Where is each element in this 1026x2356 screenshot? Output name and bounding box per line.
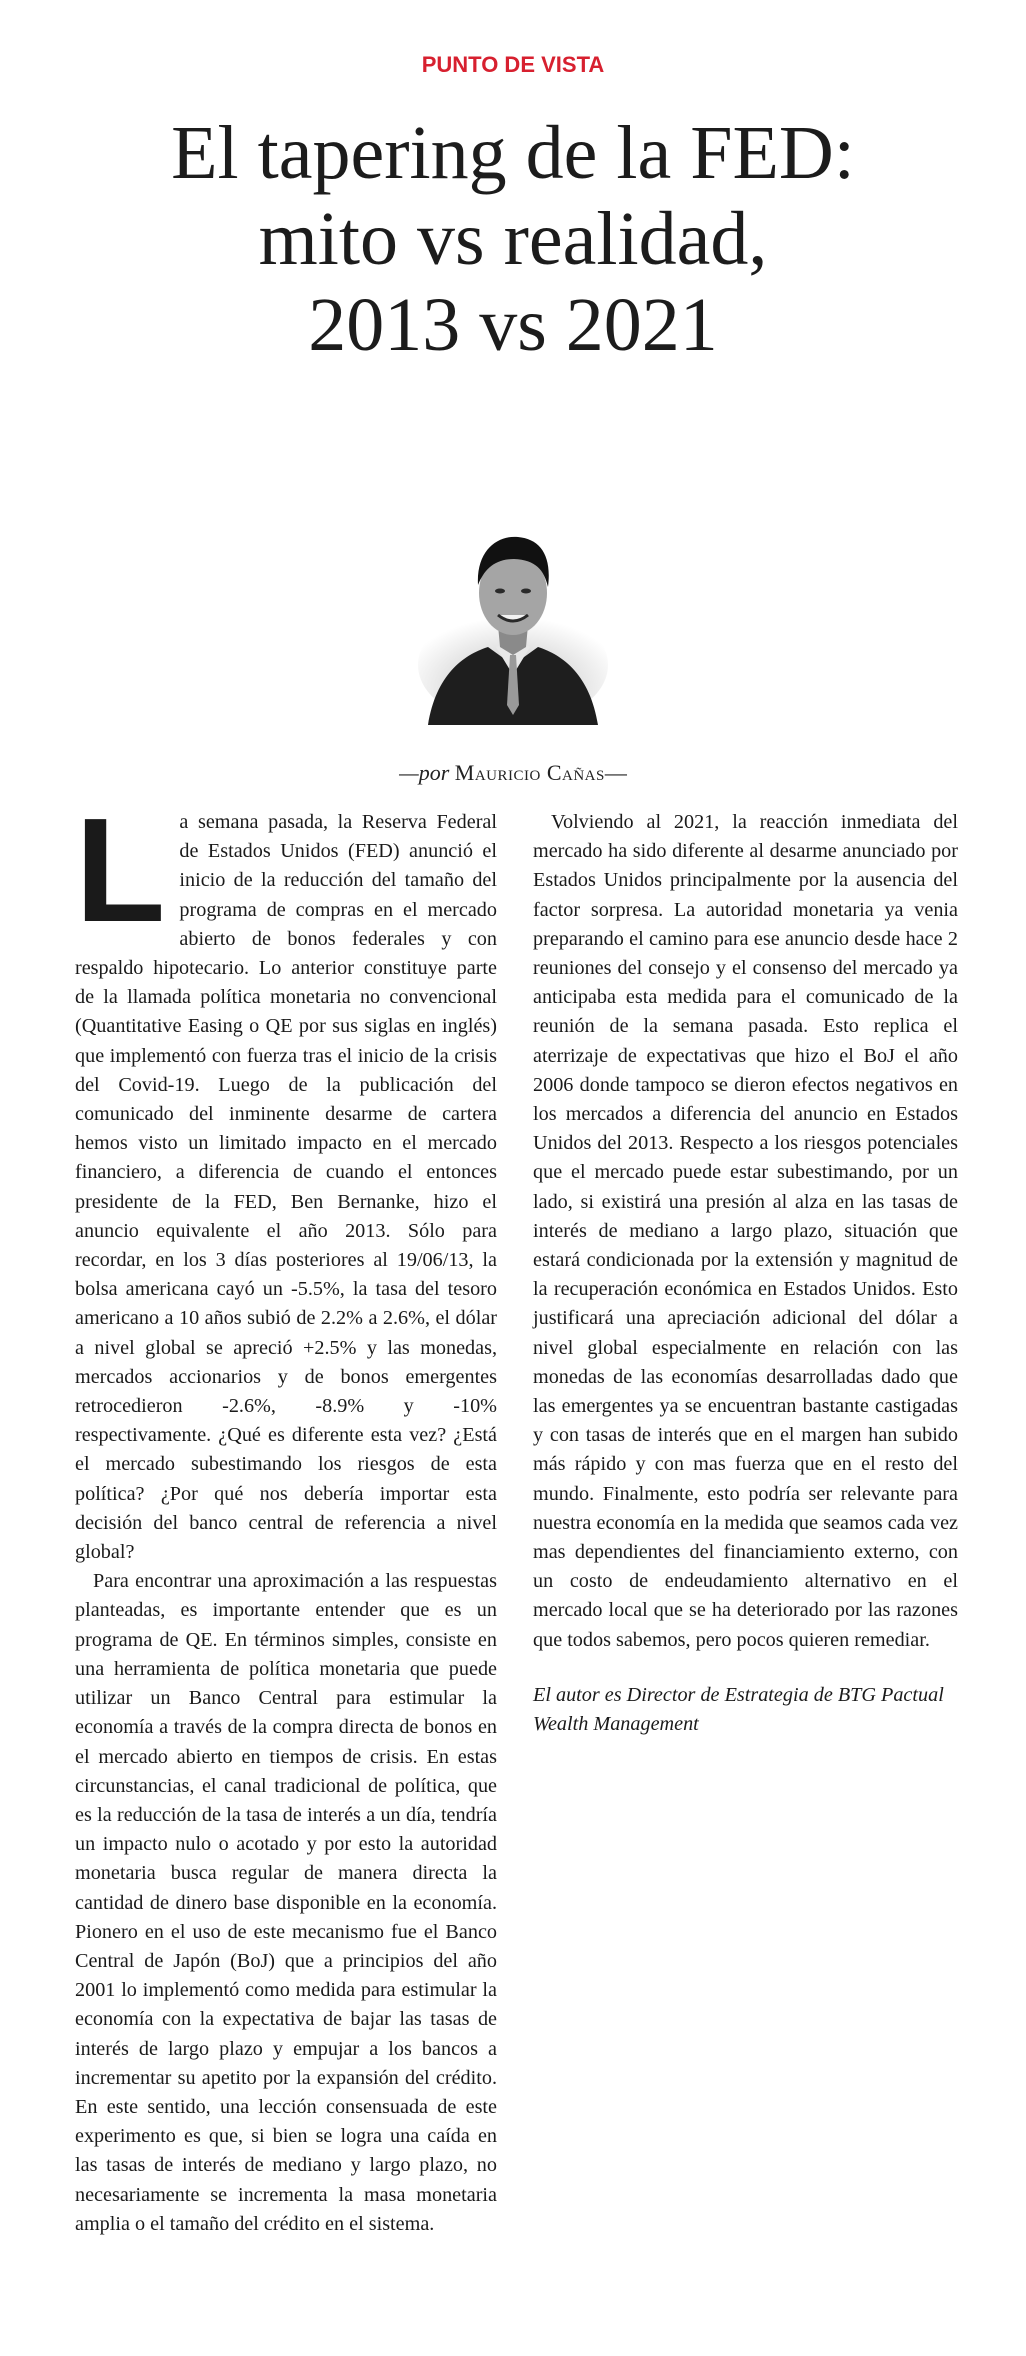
section-label: PUNTO DE VISTA — [421, 52, 605, 77]
article-column-right — [533, 808, 958, 1739]
headline-line-2: mito vs realidad, — [258, 197, 768, 281]
paragraph-2-text: Para encontrar una aproximación a las respuestas planteadas, es importante entender que es un programa de QE. En términos simples, consiste en una herramienta de política monetaria que puede utilizar un Banco Central para estimular la economía a través de la compra directa de bonos en el mercado abierto en tiempos de crisis. En estas circunstancias, el canal tradicional de política, que es la reducción de la tasa de interés a un día, tendría un impacto nulo o acotado y por esto la autoridad monetaria busca regular de manera directa la cantidad de dinero base disponible en la economía. Pionero en el uso de este mecanismo fue el Banco Central de Japón (BoJ) que a principios del año 2001 lo implementó como medida para estimular la economía con la expectativa de bajar las tasas de interés de largo plazo y empujar a los bancos a incrementar su apetito por la expansión del crédito. En este sentido, una lección consensuada de este experimento es que, si bien se logra una caída en las tasas de interés de mediano y largo plazo, no necesariamente se incrementa la masa monetaria amplia o el tamaño del crédito en el sistema. — [75, 1570, 497, 2235]
paragraph-1-text: a semana pasada, la Reserva Federal de Estados Unidos (FED) anunció el inicio de la reducción del tamaño del programa de compras en el mercado abierto de bonos federales y con respaldo hipotecario. Lo anterior constituye parte de la llamada política monetaria no convencional (Quantitative Easing o QE por sus siglas en inglés) que implementó con fuerza tras el inicio de la crisis del Covid-19. Luego de la publicación del comunicado del inminente desarme de cartera hemos visto un limitado impacto en el mercado financiero, a diferencia de cuando el entonces presidente de la FED, Ben Bernanke, hizo el anuncio equivalente el año 2013. Sólo para recordar, en los 3 días posteriores al 19/06/13, la bolsa americana cayó un -5.5%, la tasa del tesoro americano a 10 años subió de 2.2% a 2.6%, el dólar a nivel global se apreció +2.5% y las monedas, mercados accionarios y de bonos emergentes retrocedieron -2.6%, -8.9% y -10% respectivamente. ¿Qué es diferente esta vez? ¿Está el mercado subestimando los riesgos de esta política? ¿Por qué nos debería importar esta decisión del banco central de referencia a nivel global? — [75, 811, 497, 1564]
author-name: Mauricio Cañas — [454, 760, 605, 785]
author-signature: El autor es Director de Estrategia de BTG Pactual Wealth Management — [533, 1683, 944, 1736]
headline — [60, 110, 966, 368]
article-column-left — [75, 788, 497, 2239]
byline-suffix: — — [604, 760, 627, 785]
article-paragraph-2 — [75, 1567, 497, 2239]
headline-line-1: El tapering de la FED: — [171, 111, 855, 195]
headline-line-3: 2013 vs 2021 — [308, 283, 718, 367]
byline-prefix: —por — [399, 760, 450, 785]
drop-cap: L — [75, 788, 166, 953]
article-paragraph-1 — [75, 788, 497, 1567]
byline — [0, 760, 1026, 786]
article-paragraph-3: Volviendo al 2021, la reacción inmediata del mercado ha sido diferente al desarme anunciado por Estados Unidos principalmente por la ausencia del factor sorpresa. La autoridad monetaria ya venia preparando el camino para ese anuncio desde hace 2 reuniones del consejo y el consenso del mercado ya anticipaba esta medida para el comunicado de la reunión de la semana pasada. Esto replica el aterrizaje de expectativas que hizo el BoJ el año 2006 donde tampoco se dieron efectos negativos en los mercados a diferencia del anuncio en Estados Unidos del 2013. Respecto a los riesgos potenciales que el mercado puede estar subestimando, por un lado, si existirá una presión al alza en las tasas de interés de mediano a largo plazo, situación que estará condicionada por la extensión y magnitud de la recuperación económica en Estados Unidos. Esto justificará una apreciación adicional del dólar a nivel global especialmente en relación con las monedas de las economías desarrolladas dado que las emergentes ya se encuentran bastante castigadas y con tasas de interés que en el margen han subido más rápido y con mas fuerza que en el resto del mundo. Finalmente, esto podría ser relevante para nuestra economía en la medida que seamos cada vez mas dependientes del financiamiento externo, con un costo de endeudamiento alternativo en el mercado local que se ha deteriorado por las razones que todos sabemos, pero pocos quieren remediar. — [533, 811, 958, 1651]
author-portrait — [418, 515, 608, 725]
